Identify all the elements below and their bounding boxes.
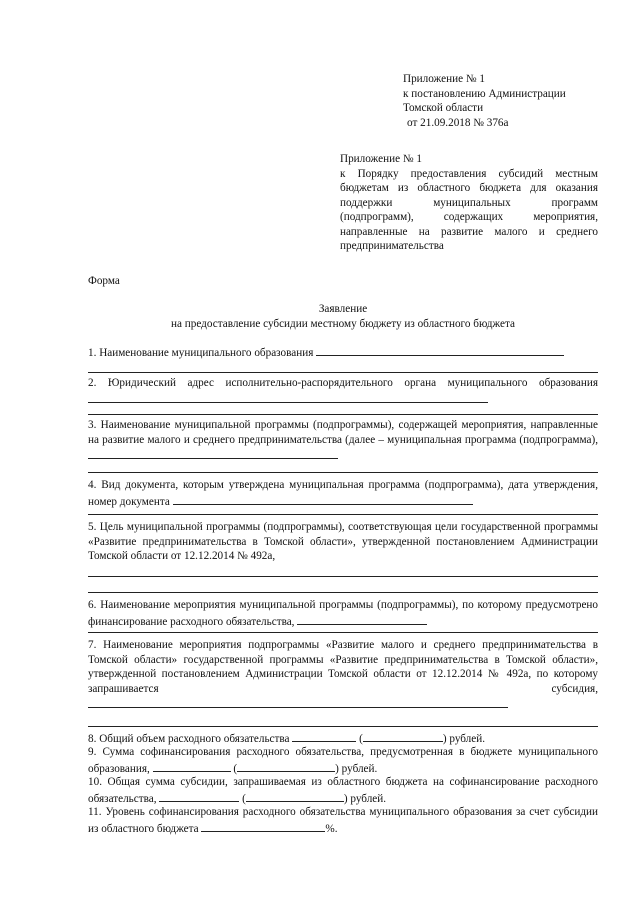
document-title	[88, 302, 598, 331]
appendix-2-header	[340, 152, 598, 254]
item-2	[88, 376, 598, 407]
item-3	[88, 418, 598, 464]
item-6-text: 6. Наименование мероприятия муниципальной программы (подпрограммы), по которому предусмотрено финансирование расходного обязательства,	[88, 599, 598, 628]
item-11-text: 11. Уровень софинансирования расходного обязательства муниципального образования за счет субсидии из областного бюджета	[88, 806, 598, 835]
item-11-blank[interactable]	[201, 820, 325, 832]
item-8-unit: рублей.	[449, 733, 486, 745]
appendix-1-line: к постановлению Администрации	[403, 87, 566, 100]
appendix-2-text: к Порядку предоставления субсидий местным бюджетам из областного бюджета для оказания поддержки муниципальных программ (подпрограмм), содержащих мероприятия, направленные на развитие малого и среднего предпринимательства	[340, 167, 598, 253]
item-6	[88, 598, 598, 629]
item-2-blank[interactable]	[88, 391, 488, 403]
item-8-words-blank[interactable]	[363, 730, 443, 742]
item-10-amount-blank[interactable]	[159, 790, 239, 802]
item-10-unit: рублей.	[350, 792, 387, 805]
item-11-unit: %.	[325, 822, 338, 835]
item-7-blank[interactable]	[88, 696, 508, 708]
item-9-text: 9. Сумма софинансирования расходного обязательства, предусмотренная в бюджете муниципального образования,	[88, 746, 598, 775]
appendix-2-title: Приложение № 1	[340, 153, 422, 165]
item-9: 9. Сумма софинансирования расходного обязательства, предусмотренная в бюджете муниципального образования, ( ) рублей.	[88, 746, 598, 775]
blank-line[interactable]	[88, 592, 598, 593]
title-line-2: на предоставление субсидии местному бюджету из областного бюджета	[171, 317, 515, 330]
item-10: 10. Общая сумма субсидии, запрашиваемая из областного бюджета на софинансирование расходного обязательства, ( ) рублей.	[88, 776, 598, 805]
item-1-text: 1. Наименование муниципального образования	[88, 347, 314, 359]
item-2-text: 2. Юридический адрес исполнительно-распорядительного органа муниципального образования	[88, 377, 598, 389]
form-label: Форма	[88, 275, 120, 287]
item-10-text: 10. Общая сумма субсидии, запрашиваемая из областного бюджета на софинансирование расходного обязательства,	[88, 776, 598, 805]
appendix-1-line: Томской области	[403, 102, 484, 115]
item-9-unit: рублей.	[341, 762, 378, 775]
blank-line[interactable]	[88, 726, 598, 727]
blank-line[interactable]	[88, 414, 598, 415]
item-3-blank[interactable]	[88, 447, 338, 459]
appendix-1-line: Приложение № 1	[403, 73, 485, 85]
item-8-amount-blank[interactable]	[292, 730, 356, 742]
item-8-text: 8. Общий объем расходного обязательства	[88, 733, 290, 745]
item-9-words-blank[interactable]	[237, 760, 335, 772]
blank-line[interactable]	[88, 472, 598, 473]
blank-line[interactable]	[88, 372, 598, 373]
item-7	[88, 638, 598, 713]
item-5	[88, 520, 598, 564]
title-line-1: Заявление	[318, 303, 368, 315]
item-4-text: 4. Вид документа, которым утверждена муниципальная программа (подпрограмма), дата утверждения, номер документа	[88, 479, 598, 508]
blank-line[interactable]	[88, 514, 598, 515]
appendix-1-line: от 21.09.2018 № 376а	[407, 116, 509, 129]
item-6-blank[interactable]	[297, 613, 427, 625]
item-3-text: 3. Наименование муниципальной программы (подпрограммы), содержащей мероприятия, направленные на развитие малого и среднего предпринимательства (далее – муниципальная программа (подпрограмма),	[88, 419, 598, 446]
item-1-blank[interactable]	[316, 344, 564, 356]
item-1	[88, 344, 598, 361]
item-5-text: 5. Цель муниципальной программы (подпрограммы), соответствующая цели государственной программы «Развитие предпринимательства в Томской области», утвержденной постановлением Администрации Томской области от 12.12.2014 № 492а,	[88, 521, 598, 563]
item-8: 8. Общий объем расходного обязательства ( ) рублей.	[88, 730, 598, 747]
appendix-1-header	[403, 72, 603, 130]
item-11	[88, 805, 598, 836]
item-4-blank[interactable]	[173, 493, 473, 505]
blank-line[interactable]	[88, 632, 598, 633]
item-10-words-blank[interactable]	[246, 790, 344, 802]
item-9-amount-blank[interactable]	[153, 760, 231, 772]
blank-line[interactable]	[88, 576, 598, 577]
item-4	[88, 478, 598, 509]
item-7-text: 7. Наименование мероприятия подпрограммы «Развитие малого и среднего предпринимательства в Томской области» государственной программы «Развитие предпринимательства в Томской области», утвержденной постановлением Администрации Томской области от 12.12.2014 № 492а, по которому запрашивается субсидия,	[88, 639, 598, 695]
